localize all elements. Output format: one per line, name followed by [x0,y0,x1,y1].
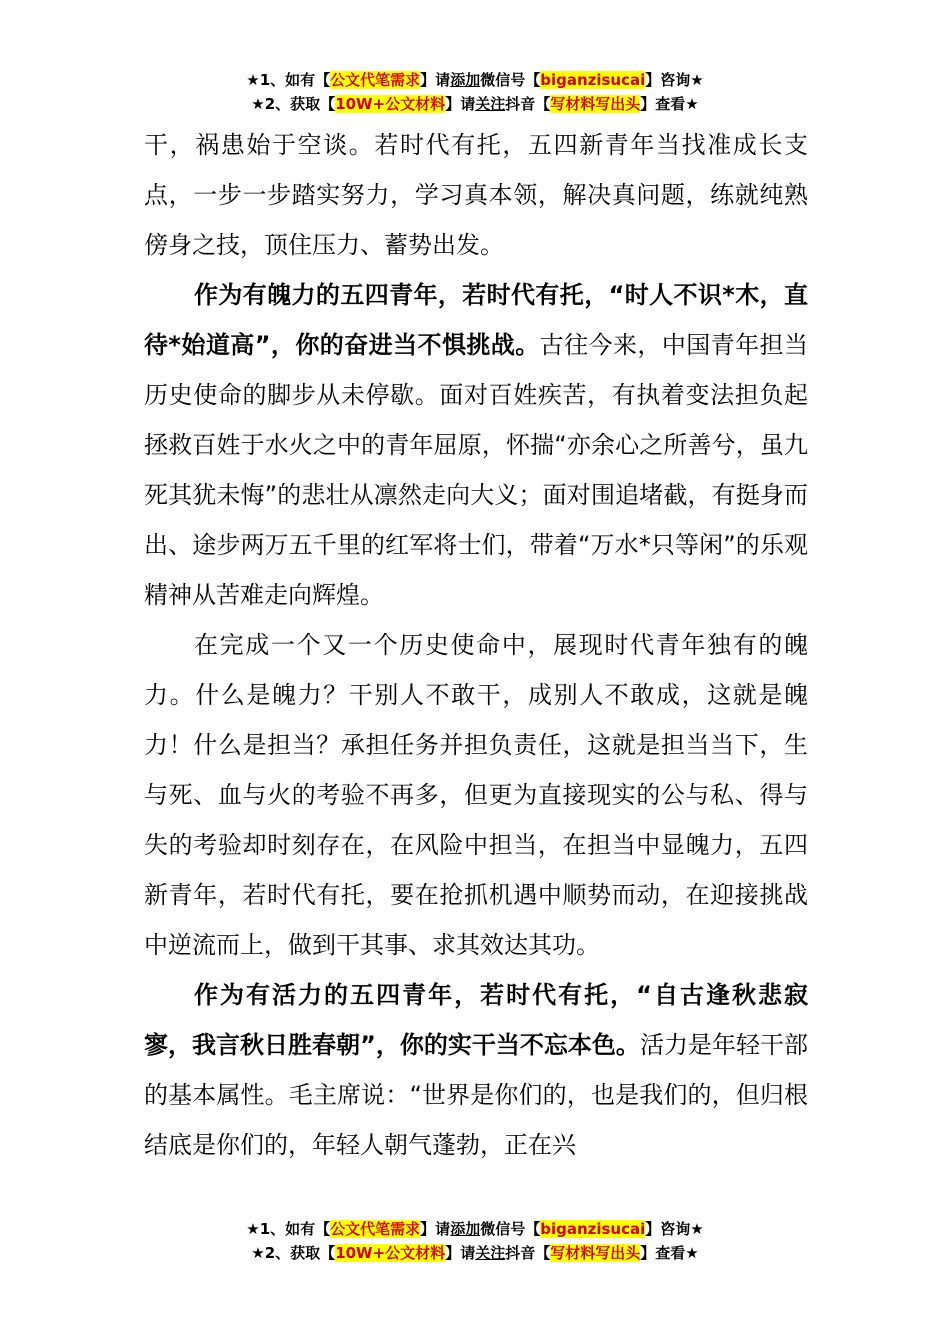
header-banner [0,68,950,116]
banner-line-1-suffix: 】咨询★ [645,71,704,89]
paragraph-3 [144,620,808,970]
banner-line-2-mid1: 】请 [445,95,476,113]
paragraph-2 [144,270,808,620]
paragraph-4-heading: 作为有活力的五四青年，若时代有托，“自古逢秋悲寂寥，我言秋日胜春朝”，你的实干当不忘本色。 [144,981,808,1059]
banner-highlight-wechat-id: biganzisucai [540,71,646,89]
footer-highlight-service: 公文代笔需求 [330,1220,421,1238]
banner-line-2-mid2: 抖音【 [505,95,551,113]
footer-highlight-douyin-account: 写材料写出头 [550,1244,641,1262]
footer-banner-line-2 [0,1241,950,1265]
paragraph-3-text: 在完成一个又一个历史使命中，展现时代青年独有的魄力。什么是魄力？干别人不敢干，成别人不敢成，这就是魄力！什么是担当？承担任务并担负责任，这就是担当当下，生与死、血与火的考验不再多，但更为直接现实的公与私、得与失的考验却时刻存在，在风险中担当，在担当中显魄力，五四新青年，若时代有托，要在抢抓机遇中顺势而动，在迎接挑战中逆流而上，做到干其事、求其效达其功。 [144,631,808,959]
paragraph-2-heading: 作为有魄力的五四青年，若时代有托，“时人不识*木，直待*始道高”，你的奋进当不惧挑战。 [144,281,808,359]
banner-line-2 [0,92,950,116]
footer-line-2-prefix: ★2、获取【 [251,1244,336,1262]
footer-line-1-mid1: 】请 [420,1220,451,1238]
paragraph-4 [144,970,808,1170]
banner-highlight-douyin-account: 写材料写出头 [550,95,641,113]
banner-highlight-service: 公文代笔需求 [330,71,421,89]
paragraph-2-text: 古往今来，中国青年担当历史使命的脚步从未停歇。面对百姓疾苦，有执着变法担负起拯救百姓于水火之中的青年屈原，怀揣“亦余心之所善兮，虽九死其犹未悔”的悲壮从凛然走向大义；面对围追堵截，有挺身而出、途步两万五千里的红军将士们，带着“万水*只等闲”的乐观精神从苦难走向辉煌。 [144,331,808,609]
footer-line-2-suffix: 】查看★ [640,1244,699,1262]
footer-underlined-follow: 关注 [475,1244,506,1262]
banner-highlight-materials: 10W+公文材料 [335,95,446,113]
footer-line-1-mid2: 微信号【 [480,1220,541,1238]
footer-line-2-mid1: 】请 [445,1244,476,1262]
banner-line-1-mid2: 微信号【 [480,71,541,89]
banner-line-2-suffix: 】查看★ [640,95,699,113]
footer-highlight-wechat-id: biganzisucai [540,1220,646,1238]
paragraph-1-text: 干，祸患始于空谈。若时代有托，五四新青年当找准成长支点，一步一步踏实努力，学习真本领，解决真问题，练就纯熟傍身之技，顶住压力、蓄势出发。 [144,131,808,259]
footer-line-2-mid2: 抖音【 [505,1244,551,1262]
footer-banner-line-1 [0,1217,950,1241]
banner-line-1 [0,68,950,92]
paragraph-1 [144,120,808,270]
banner-underlined-add: 添加 [450,71,481,89]
footer-underlined-add: 添加 [450,1220,481,1238]
footer-line-1-prefix: ★1、如有【 [246,1220,331,1238]
banner-line-2-prefix: ★2、获取【 [251,95,336,113]
banner-line-1-mid1: 】请 [420,71,451,89]
footer-banner [0,1217,950,1265]
paragraph-4-text: 活力是年轻干部的基本属性。毛主席说：“世界是你们的，也是我们的，但归根结底是你们的，年轻人朝气蓬勃，正在兴 [144,1031,809,1159]
document-body [144,120,808,1170]
banner-line-1-prefix: ★1、如有【 [246,71,331,89]
footer-line-1-suffix: 】咨询★ [645,1220,704,1238]
footer-highlight-materials: 10W+公文材料 [335,1244,446,1262]
banner-underlined-follow: 关注 [475,95,506,113]
